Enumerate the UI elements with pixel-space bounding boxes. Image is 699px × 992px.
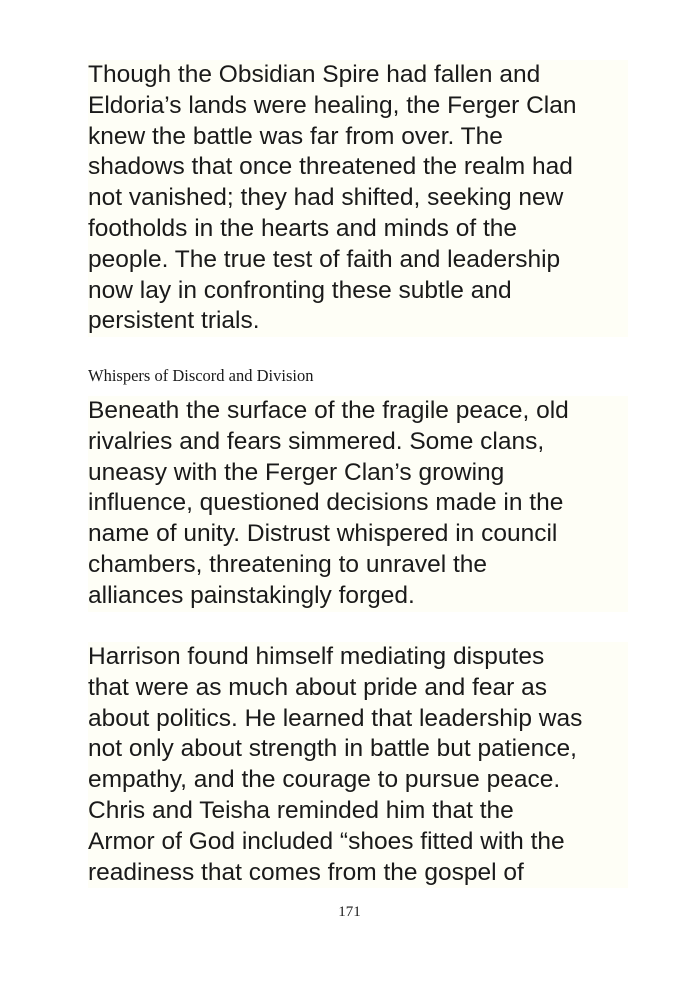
- paragraph-line: alliances painstakingly forged.: [88, 581, 415, 609]
- paragraph-line: now lay in confronting these subtle and: [88, 276, 512, 304]
- paragraph-line: shadows that once threatened the realm had: [88, 153, 573, 181]
- paragraph-line: not only about strength in battle but patience,: [88, 735, 577, 763]
- paragraph-line: footholds in the hearts and minds of the: [88, 214, 518, 242]
- section-heading: Whispers of Discord and Division: [88, 366, 314, 385]
- paragraph-line: knew the battle was far from over. The: [88, 122, 503, 150]
- paragraph-line: Armor of God included “shoes fitted with the: [88, 827, 565, 855]
- paragraph-line: empathy, and the courage to pursue peace.: [88, 766, 561, 794]
- paragraph-line: people. The true test of faith and leadership: [88, 245, 561, 273]
- paragraph-harrison: [88, 642, 628, 888]
- paragraph-line: persistent trials.: [88, 307, 260, 335]
- paragraph-line: uneasy with the Ferger Clan’s growing: [88, 458, 505, 486]
- page-number: 171: [338, 904, 361, 920]
- paragraph-line: about politics. He learned that leadership was: [88, 704, 583, 732]
- paragraph-line: readiness that comes from the gospel of: [88, 858, 524, 886]
- paragraph-intro: [88, 60, 628, 337]
- paragraph-line: Though the Obsidian Spire had fallen and: [88, 61, 541, 88]
- paragraph-line: influence, questioned decisions made in the: [88, 489, 564, 517]
- paragraph-line: Chris and Teisha reminded him that the: [88, 796, 514, 824]
- paragraph-line: Harrison found himself mediating disputes: [88, 643, 545, 670]
- paragraph-line: chambers, threatening to unravel the: [88, 550, 488, 578]
- paragraph-line: not vanished; they had shifted, seeking new: [88, 184, 564, 212]
- paragraph-line: Beneath the surface of the fragile peace, old: [88, 397, 569, 424]
- paragraph-line: that were as much about pride and fear as: [88, 673, 547, 701]
- paragraph-line: name of unity. Distrust whispered in council: [88, 520, 558, 548]
- paragraph-discord: [88, 396, 628, 612]
- paragraph-line: rivalries and fears simmered. Some clans,: [88, 427, 545, 455]
- paragraph-line: Eldoria’s lands were healing, the Ferger Clan: [88, 91, 577, 119]
